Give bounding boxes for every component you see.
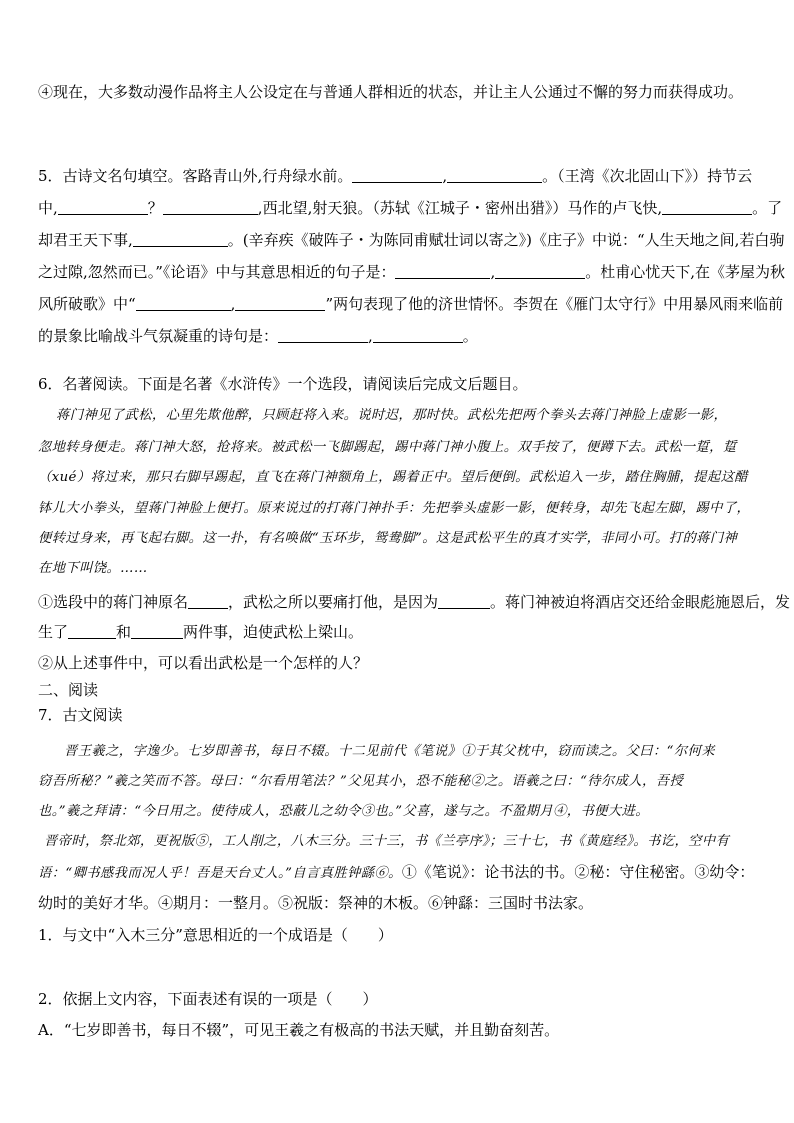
q5-blank-9[interactable] <box>136 295 231 311</box>
q5-text: ”两句表现了他的济世情怀。李贺在《雁门太守行》中用暴风雨来临前 <box>325 295 784 313</box>
q5-blank-1[interactable] <box>352 167 442 183</box>
q6-passage-line: 便转过身来，再飞起右脚。这一扑，有名唤做“玉环步，鸳鸯脚”。这是武松平生的真才实学，非同小可。打的蒋门神 <box>38 531 738 546</box>
q6-passage-line: 在地下叫饶。…… <box>38 561 148 576</box>
q6-text: 和 <box>116 623 132 641</box>
q5-blank-4[interactable] <box>163 199 258 215</box>
q6-sub-1 <box>38 592 791 612</box>
q5-text: 。了 <box>752 199 783 217</box>
q6-sub-1-cont <box>38 622 758 642</box>
q5-text: 。 <box>462 327 478 345</box>
q6-blank-2[interactable] <box>438 593 490 609</box>
q5-text: 却君王天下事, <box>38 231 133 249</box>
q6-passage-line: （xué）将过来，那只右脚早踢起，直飞在蒋门神额角上，踢着正中。望后便倒。武松追入一步，踏住胸脯，提起这醋 <box>38 470 748 485</box>
q7-passage-line: 窃吾所秘？”羲之笑而不答。母曰：“尔看用笔法？”父见其小，恐不能秘②之。语羲之曰：“待尔成人，吾授 <box>38 774 684 789</box>
q5-blank-7[interactable] <box>395 263 490 279</box>
q7-passage-end: 语：“卿书感我而况人乎！吾是天台丈人。”自言真胜钟繇⑥。 <box>38 866 402 881</box>
q5-line-3 <box>38 230 785 250</box>
q6-text: 生了 <box>38 623 69 641</box>
q5-text: ,西北望,射天狼。（苏轼《江城子・密州出猎》）马作的卢飞快, <box>257 199 663 217</box>
q7-passage-line: 晋王羲之，字逸少。七岁即善书，每日不辍。十二见前代《笔说》①于其父枕中，窃而读之。父曰：“尔何来 <box>64 744 715 759</box>
q7-sub-question-1: 1．与文中“入木三分”意思相近的一个成语是（ ） <box>38 926 393 944</box>
q5-comma: , <box>442 167 448 185</box>
q6-text: 两件事，迫使武松上梁山。 <box>183 623 364 641</box>
q5-comma: , <box>230 295 236 313</box>
q6-blank-3[interactable] <box>68 623 116 639</box>
q6-blank-1[interactable] <box>188 593 228 609</box>
q5-blank-12[interactable] <box>373 327 463 343</box>
q5-blank-10[interactable] <box>235 295 325 311</box>
q6-sub-2: ②从上述事件中，可以看出武松是一个怎样的人？ <box>38 654 369 672</box>
q5-text: 5．古诗文名句填空。客路青山外,行舟绿水前。 <box>38 167 353 185</box>
q5-line-5 <box>38 294 784 314</box>
q7-passage-line: 也。”羲之拜请：“今日用之。使待成人，恐蔽儿之幼令③也。”父喜，遂与之。不盈期月④，书便大进。 <box>38 804 649 819</box>
q5-text: 。（王湾《次北固山下》）持节云 <box>542 167 753 185</box>
q5-text: 风所破歌》中“ <box>38 295 136 313</box>
q5-line-2 <box>38 198 783 218</box>
q5-text: 。杜甫心忧天下,在《茅屋为秋 <box>585 263 786 281</box>
q5-line-1 <box>38 166 758 186</box>
q7-notes-line-2: 幼时的美好才华。④期月：一整月。⑤祝版：祭神的木板。⑥钟繇：三国时书法家。 <box>38 894 594 912</box>
q5-line-4 <box>38 262 786 282</box>
q5-blank-11[interactable] <box>278 327 368 343</box>
q7-sub-question-2: 2．依据上文内容，下面表述有误的一项是（ ） <box>38 990 378 1008</box>
q5-blank-6[interactable] <box>133 231 228 247</box>
q5-blank-5[interactable] <box>662 199 752 215</box>
q6-text: ①选段中的蒋门神原名 <box>38 593 189 611</box>
q5-comma: , <box>368 327 373 345</box>
q6-passage-line: 蒋门神见了武松，心里先欺他醉，只顾赶将入来。说时迟，那时快。武松先把两个拳头去蒋门神脸上虚影一影， <box>56 408 728 423</box>
q7-passage-notes-line <box>38 862 758 884</box>
q5-text: 的景象比喻战斗气氛凝重的诗句是： <box>38 327 279 345</box>
q7-passage-line: 晋帝时，祭北郊，更祝版⑤，工人削之，八木三分。三十三，书《兰亭序》；三十七，书《黄庭经》。书讫，空中有 <box>44 834 730 849</box>
q6-passage-line: 忽地转身便走。蒋门神大怒，抢将来。被武松一飞脚踢起，踢中蒋门神小腹上。双手按了，便蹲下去。武松一踅，踅 <box>38 440 737 455</box>
q6-title: 6．名著阅读。下面是名著《水浒传》一个选段，请阅读后完成文后题目。 <box>38 375 528 393</box>
q5-text: 。(辛弃疾《破阵子・为陈同甫赋壮词以寄之》)《庄子》中说：“人生天地之间,若白驹 <box>227 231 785 249</box>
q5-comma: , <box>490 263 496 281</box>
q5-blank-8[interactable] <box>495 263 585 279</box>
q5-text: ？ <box>147 199 163 217</box>
q7-title: 7．古文阅读 <box>38 706 123 724</box>
section-heading: 二、阅读 <box>38 681 99 699</box>
q7-notes: ①《笔说》：论书法的书。②秘：守住秘密。③幼令： <box>401 863 755 881</box>
q5-blank-2[interactable] <box>447 167 542 183</box>
q5-blank-3[interactable] <box>58 199 148 215</box>
q6-text: ，武松之所以要痛打他，是因为 <box>228 593 439 611</box>
q6-blank-4[interactable] <box>131 623 183 639</box>
q4-item-4: ④现在，大多数动漫作品将主人公设定在与普通人群相近的状态，并让主人公通过不懈的努力而获得成功。 <box>38 83 744 101</box>
sq2-option-a[interactable]: A．“七岁即善书，每日不辍”，可见王羲之有极高的书法天赋，并且勤奋刻苦。 <box>38 1021 560 1039</box>
q5-line-6 <box>38 326 758 346</box>
q5-text: 中, <box>38 199 58 217</box>
q5-text: 之过隙,忽然而已。”《论语》中与其意思相近的句子是： <box>38 263 396 281</box>
q6-text: 。蒋门神被迫将酒店交还给金眼彪施恩后，发 <box>490 593 791 611</box>
q6-passage-line: 钵儿大小拳头，望蒋门神脸上便打。原来说过的打蒋门神扑手：先把拳头虚影一影，便转身，却先飞起左脚，踢中了， <box>38 501 751 516</box>
